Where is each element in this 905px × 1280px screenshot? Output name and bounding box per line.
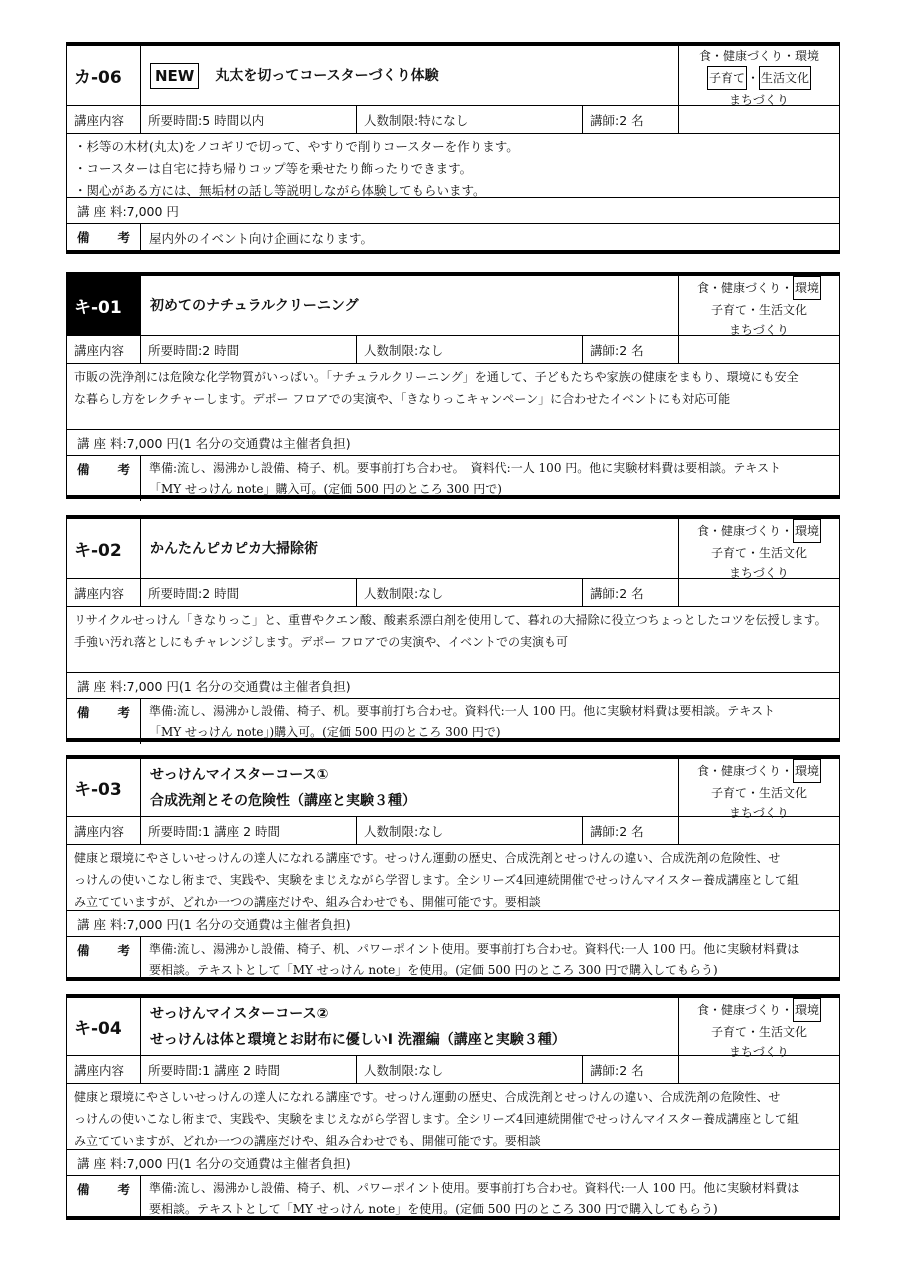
note-text: 屋内外のイベント向け企画になります。 — [149, 231, 374, 246]
category-line-1: 食・健康づくり・環境 — [698, 49, 819, 63]
category-line-3: まちづくり — [729, 1045, 789, 1059]
time-required: 所要時間:2 時間 — [141, 579, 357, 606]
description-line: 健康と環境にやさしいせっけんの達人になれる講座です。せっけん運動の歴史、合成洗剤とせっけんの違い、合成洗剤の危険性、せ — [74, 1090, 781, 1104]
participant-limit: 人数制限:なし — [357, 336, 583, 363]
time-required: 所要時間:1 講座 2 時間 — [141, 817, 357, 844]
category-line-3: まちづくり — [729, 323, 789, 337]
info-row — [67, 817, 839, 845]
course-title-area — [141, 998, 679, 1055]
content-label: 講座内容 — [67, 336, 141, 363]
info-row-spacer — [679, 1056, 839, 1083]
info-row-spacer — [679, 579, 839, 606]
description-line: っけんの使いこなし術まで、実践や、実験をまじえながら学習します。全シリーズ4回連続開催でせっけんマイスター養成講座として組 — [74, 1112, 800, 1126]
course-title: 初めてのナチュラルクリーニング — [150, 297, 359, 314]
category-kosodate: 子育て — [707, 66, 747, 90]
course-header — [67, 46, 839, 106]
category-line-1: 食・健康づくり・ 環境 — [697, 276, 821, 300]
course-title: かんたんピカピカ大掃除術 — [150, 540, 318, 557]
note-label: 備 考 — [67, 699, 141, 744]
note-text: 準備:流し、湯沸かし設備、椅子、机、パワーポイント使用。要事前打ち合わせ。資料代:一人 100 円。他に実験材料費は 要相談。テキストとして「MY せっけん note」を使用。(定価 500 円のところ 300 円で購入してもらう) — [149, 1181, 800, 1216]
description-line: み立てていますが、どれか一つの講座だけや、組み合わせでも、開催可能です。要相談 — [74, 895, 541, 909]
course-title: 丸太を切ってコースターづくり体験 — [215, 67, 439, 84]
category-line-2: 子育て・生活文化 — [710, 786, 807, 800]
course-title: せっけんマイスターコース① — [150, 766, 329, 783]
instructor-count: 講師:2 名 — [583, 817, 679, 844]
category-kankyo: 環境 — [793, 519, 821, 543]
instructor-count: 講師:2 名 — [583, 1056, 679, 1083]
description — [67, 1084, 839, 1150]
category-kankyo: 環境 — [793, 276, 821, 300]
category-line-1: 食・健康づくり・ 環境 — [697, 519, 821, 543]
course-subtitle: せっけんは体と環境とお財布に優しいⅠ 洗濯編（講座と実験３種） — [150, 1031, 566, 1048]
participant-limit: 人数制限:特になし — [357, 106, 583, 133]
category-line-2: 子育て・生活文化 — [710, 1025, 807, 1039]
note-row — [67, 456, 839, 501]
category-area — [679, 759, 839, 820]
category-kankyo: 環境 — [793, 759, 821, 783]
course-header — [67, 519, 839, 579]
info-row — [67, 106, 839, 134]
note-text: 準備:流し、湯沸かし設備、椅子、机、パワーポイント使用。要事前打ち合わせ。資料代:一人 100 円。他に実験材料費は 要相談。テキストとして「MY せっけん note」を使用。(定価 500 円のところ 300 円で購入してもらう) — [149, 942, 800, 977]
course-title-area — [141, 759, 679, 816]
info-row-spacer — [679, 817, 839, 844]
course-title-area — [141, 519, 679, 578]
course-code: キ-03 — [67, 759, 141, 816]
description-line: 市販の洗浄剤には危険な化学物質がいっぱい。「ナチュラルクリーニング」を通して、子どもたちや家族の健康をまもり、環境にも安全 — [74, 370, 799, 384]
description-line: リサイクルせっけん「きなりっこ」と、重曹やクエン酸、酸素系漂白剤を使用して、暮れの大掃除に役立つちょっとしたコツを伝授します。 — [74, 613, 827, 627]
category-separator: ・ — [746, 71, 759, 85]
category-line-2: 子育て・生活文化 — [710, 303, 807, 317]
note-row — [67, 699, 839, 744]
note-text: 準備:流し、湯沸かし設備、椅子、机。要事前打ち合わせ。資料代:一人 100 円。他に実験材料費は要相談。テキスト 「MY せっけん note」)購入可。(定価 500 円のところ 300 円で) — [149, 704, 776, 739]
fee: 講 座 料:7,000 円(1 名分の交通費は主催者負担) — [67, 430, 839, 456]
course-code: キ-02 — [67, 519, 141, 578]
note-label: 備 考 — [67, 937, 141, 981]
participant-limit: 人数制限:なし — [357, 817, 583, 844]
category-line-3: まちづくり — [729, 806, 789, 820]
participant-limit: 人数制限:なし — [357, 1056, 583, 1083]
note-text: 準備:流し、湯沸かし設備、椅子、机。要事前打ち合わせ。 資料代:一人 100 円。他に実験材料費は要相談。テキスト 「MY せっけん note」購入可。(定価 500 円のところ 300 円で) — [149, 461, 782, 496]
description-line: 健康と環境にやさしいせっけんの達人になれる講座です。せっけん運動の歴史、合成洗剤とせっけんの違い、合成洗剤の危険性、せ — [74, 851, 781, 865]
fee: 講 座 料:7,000 円 — [67, 198, 839, 224]
content-label: 講座内容 — [67, 106, 141, 133]
content-label: 講座内容 — [67, 817, 141, 844]
category-area — [679, 46, 839, 105]
info-row — [67, 579, 839, 607]
description-line: ・関心がある方には、無垢材の話し等説明しながら体験してもらいます。 — [74, 183, 486, 198]
content-label: 講座内容 — [67, 579, 141, 606]
course-header — [67, 998, 839, 1059]
course-card-ki01 — [66, 272, 840, 499]
course-card-ki03 — [66, 755, 840, 981]
instructor-count: 講師:2 名 — [583, 579, 679, 606]
description-line: ・コースターは自宅に持ち帰りコップ等を乗せたり飾ったりできます。 — [74, 161, 473, 176]
course-code: キ-01 — [67, 276, 141, 335]
category-area — [679, 276, 839, 335]
course-card-ki02 — [66, 515, 840, 742]
course-code: カ-06 — [67, 46, 141, 105]
info-row — [67, 1056, 839, 1084]
instructor-count: 講師:2 名 — [583, 106, 679, 133]
instructor-count: 講師:2 名 — [583, 336, 679, 363]
description — [67, 845, 839, 911]
description-line: 手強い汚れ落としにもチャレンジします。デポー フロアでの実演や、イベントでの実演も可 — [74, 635, 569, 649]
description-line: み立てていますが、どれか一つの講座だけや、組み合わせでも、開催可能です。要相談 — [74, 1134, 541, 1148]
category-area — [679, 519, 839, 578]
fee: 講 座 料:7,000 円(1 名分の交通費は主催者負担) — [67, 673, 839, 699]
course-subtitle: 合成洗剤とその危険性（講座と実験３種） — [150, 792, 416, 809]
category-seikatsu-bunka: 生活文化 — [759, 66, 811, 90]
time-required: 所要時間:5 時間以内 — [141, 106, 357, 133]
participant-limit: 人数制限:なし — [357, 579, 583, 606]
description — [67, 134, 839, 198]
note-row — [67, 937, 839, 981]
course-header — [67, 759, 839, 820]
info-row-spacer — [679, 336, 839, 363]
description — [67, 364, 839, 430]
course-card-ki04 — [66, 994, 840, 1220]
category-kankyo: 環境 — [793, 998, 821, 1022]
description-line: な暮らし方をレクチャーします。デポー フロアでの実演や、「きなりっこキャンペーン」に合わせたイベントにも対応可能 — [74, 392, 731, 406]
course-code: キ-04 — [67, 998, 141, 1055]
course-title-area — [141, 46, 679, 105]
content-label: 講座内容 — [67, 1056, 141, 1083]
note-label: 備 考 — [67, 224, 141, 253]
category-line-3: まちづくり — [729, 566, 789, 580]
category-line-1: 食・健康づくり・ 環境 — [697, 998, 821, 1022]
fee: 講 座 料:7,000 円(1 名分の交通費は主催者負担) — [67, 1150, 839, 1176]
course-card-ka06 — [66, 42, 840, 254]
new-badge: NEW — [150, 63, 199, 89]
description-line: ・杉等の木材(丸太)をノコギリで切って、やすりで削りコースターを作ります。 — [74, 139, 519, 154]
note-label: 備 考 — [67, 456, 141, 501]
note-row — [67, 224, 839, 253]
note-label: 備 考 — [67, 1176, 141, 1220]
category-area — [679, 998, 839, 1059]
course-header — [67, 276, 839, 336]
description-line: っけんの使いこなし術まで、実践や、実験をまじえながら学習します。全シリーズ4回連続開催でせっけんマイスター養成講座として組 — [74, 873, 800, 887]
category-line-3: まちづくり — [729, 93, 789, 107]
time-required: 所要時間:2 時間 — [141, 336, 357, 363]
info-row-spacer — [679, 106, 839, 133]
category-line-2: 子育て・生活文化 — [710, 546, 807, 560]
fee: 講 座 料:7,000 円(1 名分の交通費は主催者負担) — [67, 911, 839, 937]
category-line-1: 食・健康づくり・ 環境 — [697, 759, 821, 783]
time-required: 所要時間:1 講座 2 時間 — [141, 1056, 357, 1083]
course-title-area — [141, 276, 679, 335]
course-title: せっけんマイスターコース② — [150, 1005, 329, 1022]
note-row — [67, 1176, 839, 1220]
category-line-2 — [707, 66, 811, 90]
info-row — [67, 336, 839, 364]
description — [67, 607, 839, 673]
